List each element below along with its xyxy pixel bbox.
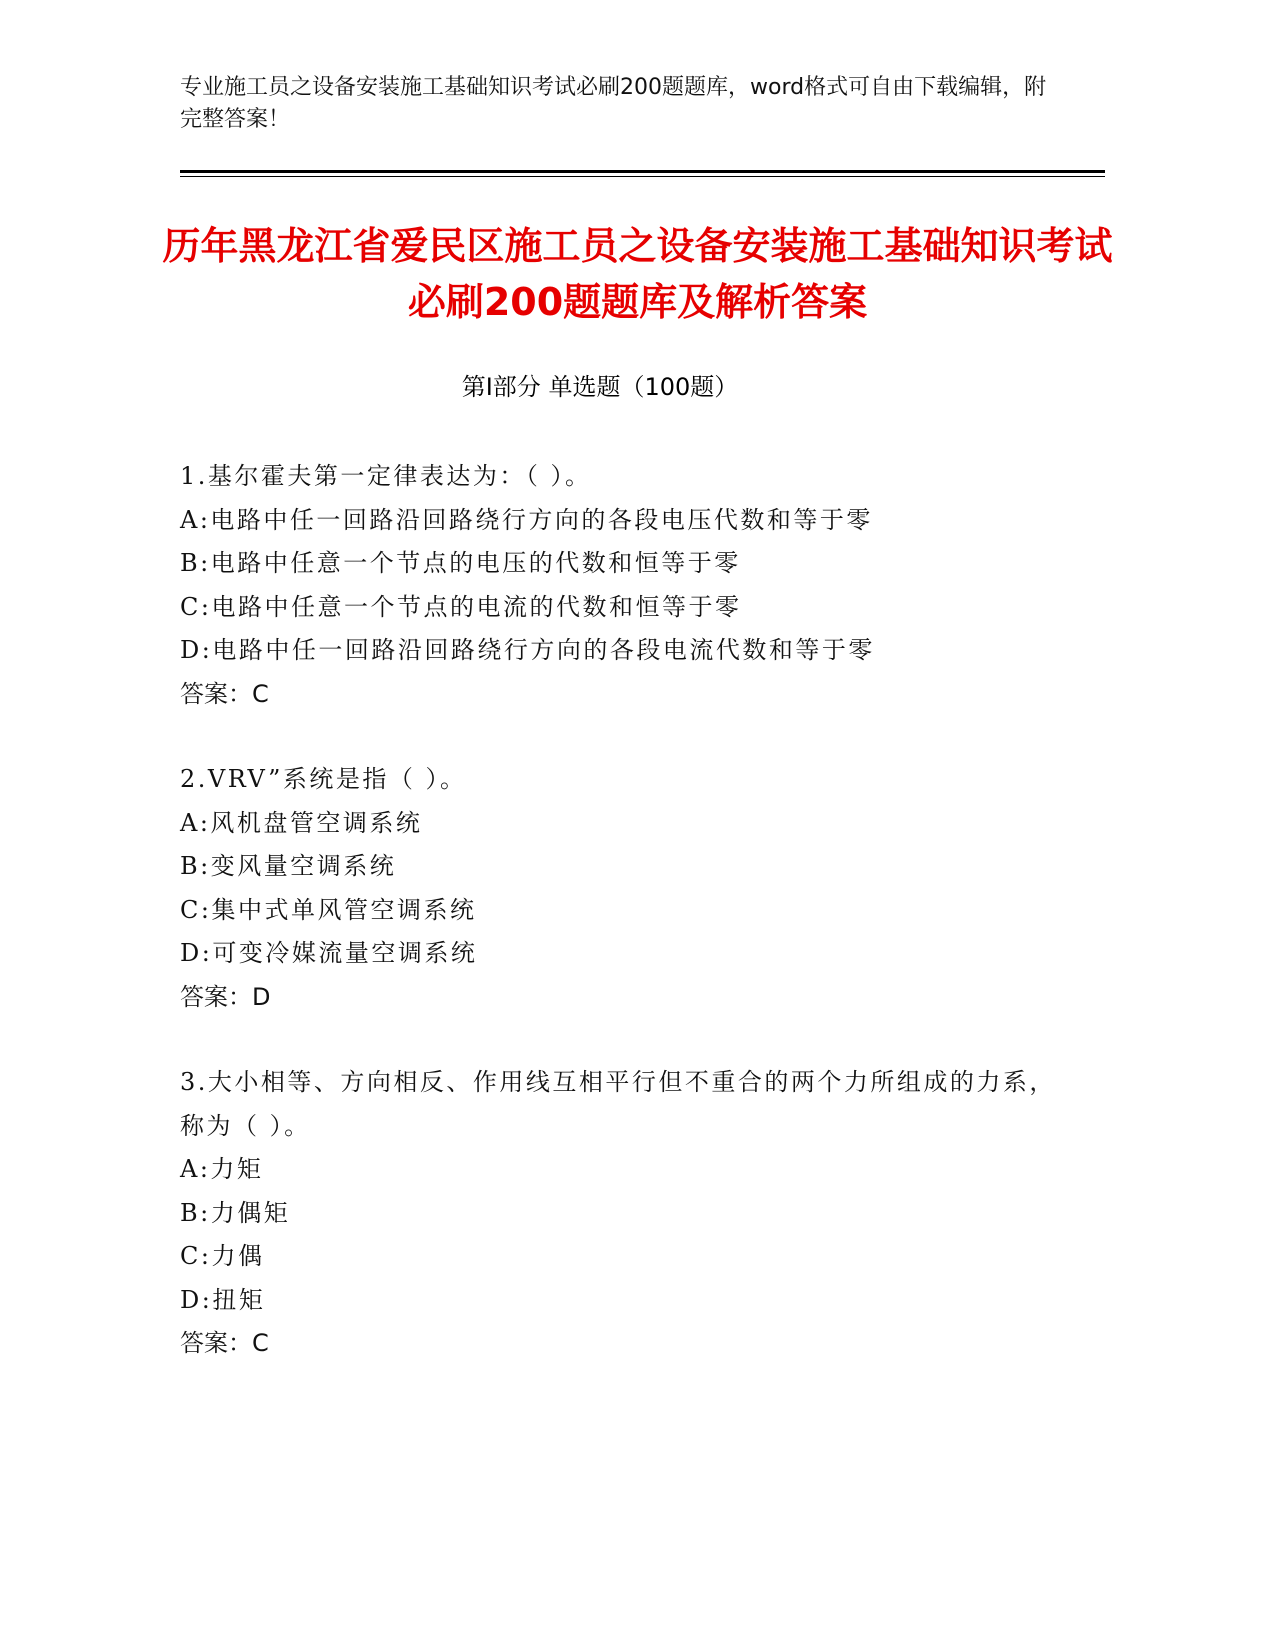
option-c: C:集中式单风管空调系统 [180, 895, 477, 924]
option-b: B:变风量空调系统 [180, 852, 397, 880]
question-list [180, 455, 1080, 1408]
option-a: A:风机盘管空调系统 [180, 808, 423, 837]
option-c: C:电路中任意一个节点的电流的代数和恒等于零 [180, 592, 742, 621]
option-b: B:电路中任意一个节点的电压的代数和恒等于零 [180, 549, 741, 577]
answer-line: 答案：C [180, 679, 269, 708]
option-d: D:扭矩 [180, 1285, 266, 1314]
question-stem: 2.VRV”系统是指（ ）。 [180, 765, 467, 793]
question-2 [180, 758, 1080, 1019]
option-c: C:力偶 [180, 1242, 265, 1270]
header-note: 专业施工员之设备安装施工基础知识考试必刷200题题库，word格式可自由下载编辑，附完整答案！ [180, 75, 1047, 132]
question-stem: 3.大小相等、方向相反、作用线互相平行但不重合的两个力所组成的力系，称为（ ）。 [180, 1068, 1056, 1140]
question-1 [180, 455, 1080, 716]
header-divider-thick [180, 170, 1105, 173]
option-b: B:力偶矩 [180, 1198, 291, 1227]
option-d: D:可变冷媒流量空调系统 [180, 939, 478, 967]
option-a: A:电路中任一回路沿回路绕行方向的各段电压代数和等于零 [180, 505, 873, 534]
answer-line: 答案：C [180, 1329, 269, 1357]
section-title: 第Ⅰ部分 单选题（100题） [461, 373, 739, 401]
question-stem: 1.基尔霍夫第一定律表达为：（ ）。 [180, 462, 592, 490]
option-a: A:力矩 [180, 1155, 264, 1183]
question-3 [180, 1061, 1080, 1366]
header-divider-thin [180, 176, 1105, 177]
answer-line: 答案：D [180, 982, 271, 1011]
option-d: D:电路中任一回路沿回路绕行方向的各段电流代数和等于零 [180, 636, 875, 664]
document-title: 历年黑龙江省爱民区施工员之设备安装施工基础知识考试必刷200题题库及解析答案 [162, 224, 1113, 324]
